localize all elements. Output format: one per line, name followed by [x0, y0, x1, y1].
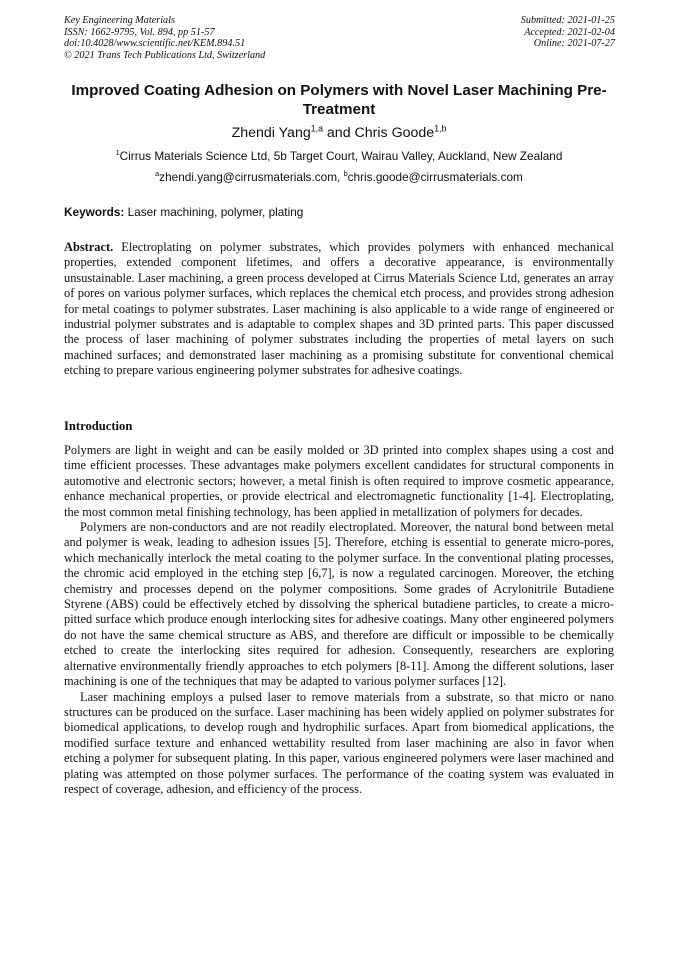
journal-info	[64, 15, 265, 61]
email-link[interactable]: chris.goode@cirrusmaterials.com	[347, 170, 523, 184]
author-superscript: 1,a	[310, 123, 323, 134]
affiliation-superscript: 1	[115, 148, 120, 158]
affiliation-text: Cirrus Materials Science Ltd, 5b Target Court, Wairau Valley, Auckland, New Zealand	[119, 149, 563, 163]
keywords-text: Laser machining, polymer, plating	[124, 205, 304, 219]
issn-line: ISSN: 1662-9795, Vol. 894, pp 51-57	[64, 26, 215, 38]
paragraph: Polymers are light in weight and can be easily molded or 3D printed into complex shapes using a cost and time efficient processes. These advantages make polymers excellent candidates for structural components in automotive and electronic sectors; however, a metal finish is often required to improve cosmetic appearance, enhance mechanical properties, or provide electrical and electromagnetic functionality [1-4]. Electroplating, the most common metal finishing technology, has been applied in metallization of polymers for decades.	[64, 443, 614, 519]
email-superscript: b	[343, 169, 348, 179]
paper-title: Improved Coating Adhesion on Polymers with Novel Laser Machining Pre-Treatment	[71, 82, 607, 118]
section-heading-introduction: Introduction	[64, 419, 133, 433]
paragraph: Polymers are non-conductors and are not readily electroplated. Moreover, the natural bond between metal and polymer is weak, leading to adhesion issues [5]. Therefore, etching is essential to generate micro-pores, which mechanically interlock the metal coating to the polymer surface. In the conventional plating processes, the chromic acid employed in the etching step [6,7], is now a regulated carcinogen. Moreover, the etching chemistry and processes depend on the polymer compositions. Some grades of Acrylonitrile Butadiene Styrene (ABS) could be effectively etched by dissolving the spherical butadiene particles, to create a micro-pitted surface which produce enough interlocking sites for adhesive coatings. Many other engineered polymers do not have the same chemical structure as ABS, and therefore are difficult or impossible to be chemically etched to create the interlocking sites required for adhesion. Consequently, researchers are exploring alternative environmentally friendly approaches to etch polymers [8-11]. Among the different solutions, laser machining is one of the techniques that may be adapted to various polymer surfaces [12].	[64, 520, 614, 689]
author-name: Chris Goode	[354, 125, 435, 141]
author-list	[64, 124, 614, 142]
journal-name: Key Engineering Materials	[64, 15, 175, 26]
abstract-label: Abstract.	[64, 240, 114, 254]
introduction-body	[64, 443, 614, 797]
submitted-date: Submitted: 2021-01-25	[520, 15, 615, 26]
author-emails	[64, 170, 614, 185]
author-superscript: 1,b	[434, 123, 447, 134]
abstract-text: Electroplating on polymer substrates, which provides polymers with enhanced mechanical properties, extended component lifetimes, and offers a decorative appearance, is environmentally unsustainable. Laser machining, a green process developed at Cirrus Materials Science Ltd, generates an array of pores on various polymer surfaces, which replaces the chemical etch process, and provides strong adhesion for metal coatings to polymer substrates. Laser machining is also applicable to a wide range of engineered or industrial polymer substrates and is adaptable to complex shapes and 3D printed parts. This paper discussed the process of laser machining of polymer substrates including the properties of metal layers on such machined surfaces; and demonstrated laser machining as a promising substitute for conventional chemical etching to prepare various engineering polymer substrates for adhesive coatings.	[64, 240, 614, 378]
email-link[interactable]: zhendi.yang@cirrusmaterials.com,	[159, 170, 344, 184]
email-superscript: a	[155, 169, 160, 179]
author-name: Zhendi Yang	[231, 125, 311, 141]
online-date: Online: 2021-07-27	[533, 38, 615, 50]
paragraph: Laser machining employs a pulsed laser to remove materials from a substrate, so that micro or nano structures can be produced on the surface. Laser machining has been widely applied on polymer substrates for biomedical applications, to develop rough and hydrophilic surfaces. Apart from biomedical applications, the modified surface texture and enhanced wettability resulted from laser machining are also in favor when etching a polymer for subsequent plating. In this paper, various engineered polymers were laser machined and plating was attempted on those polymer surfaces. The performance of the coating system was evaluated in respect of coverage, adhesion, and efficiency of the process.	[64, 689, 614, 796]
author-joiner: and	[322, 125, 355, 141]
affiliation	[64, 149, 614, 164]
copyright-line: © 2021 Trans Tech Publications Ltd, Switzerland	[64, 49, 266, 61]
doi-line: doi:10.4028/www.scientific.net/KEM.894.51	[64, 38, 246, 50]
abstract	[64, 240, 614, 379]
keywords	[64, 205, 614, 220]
submission-dates	[521, 15, 615, 50]
accepted-date: Accepted: 2021-02-04	[524, 26, 615, 38]
keywords-label: Keywords:	[64, 205, 125, 219]
